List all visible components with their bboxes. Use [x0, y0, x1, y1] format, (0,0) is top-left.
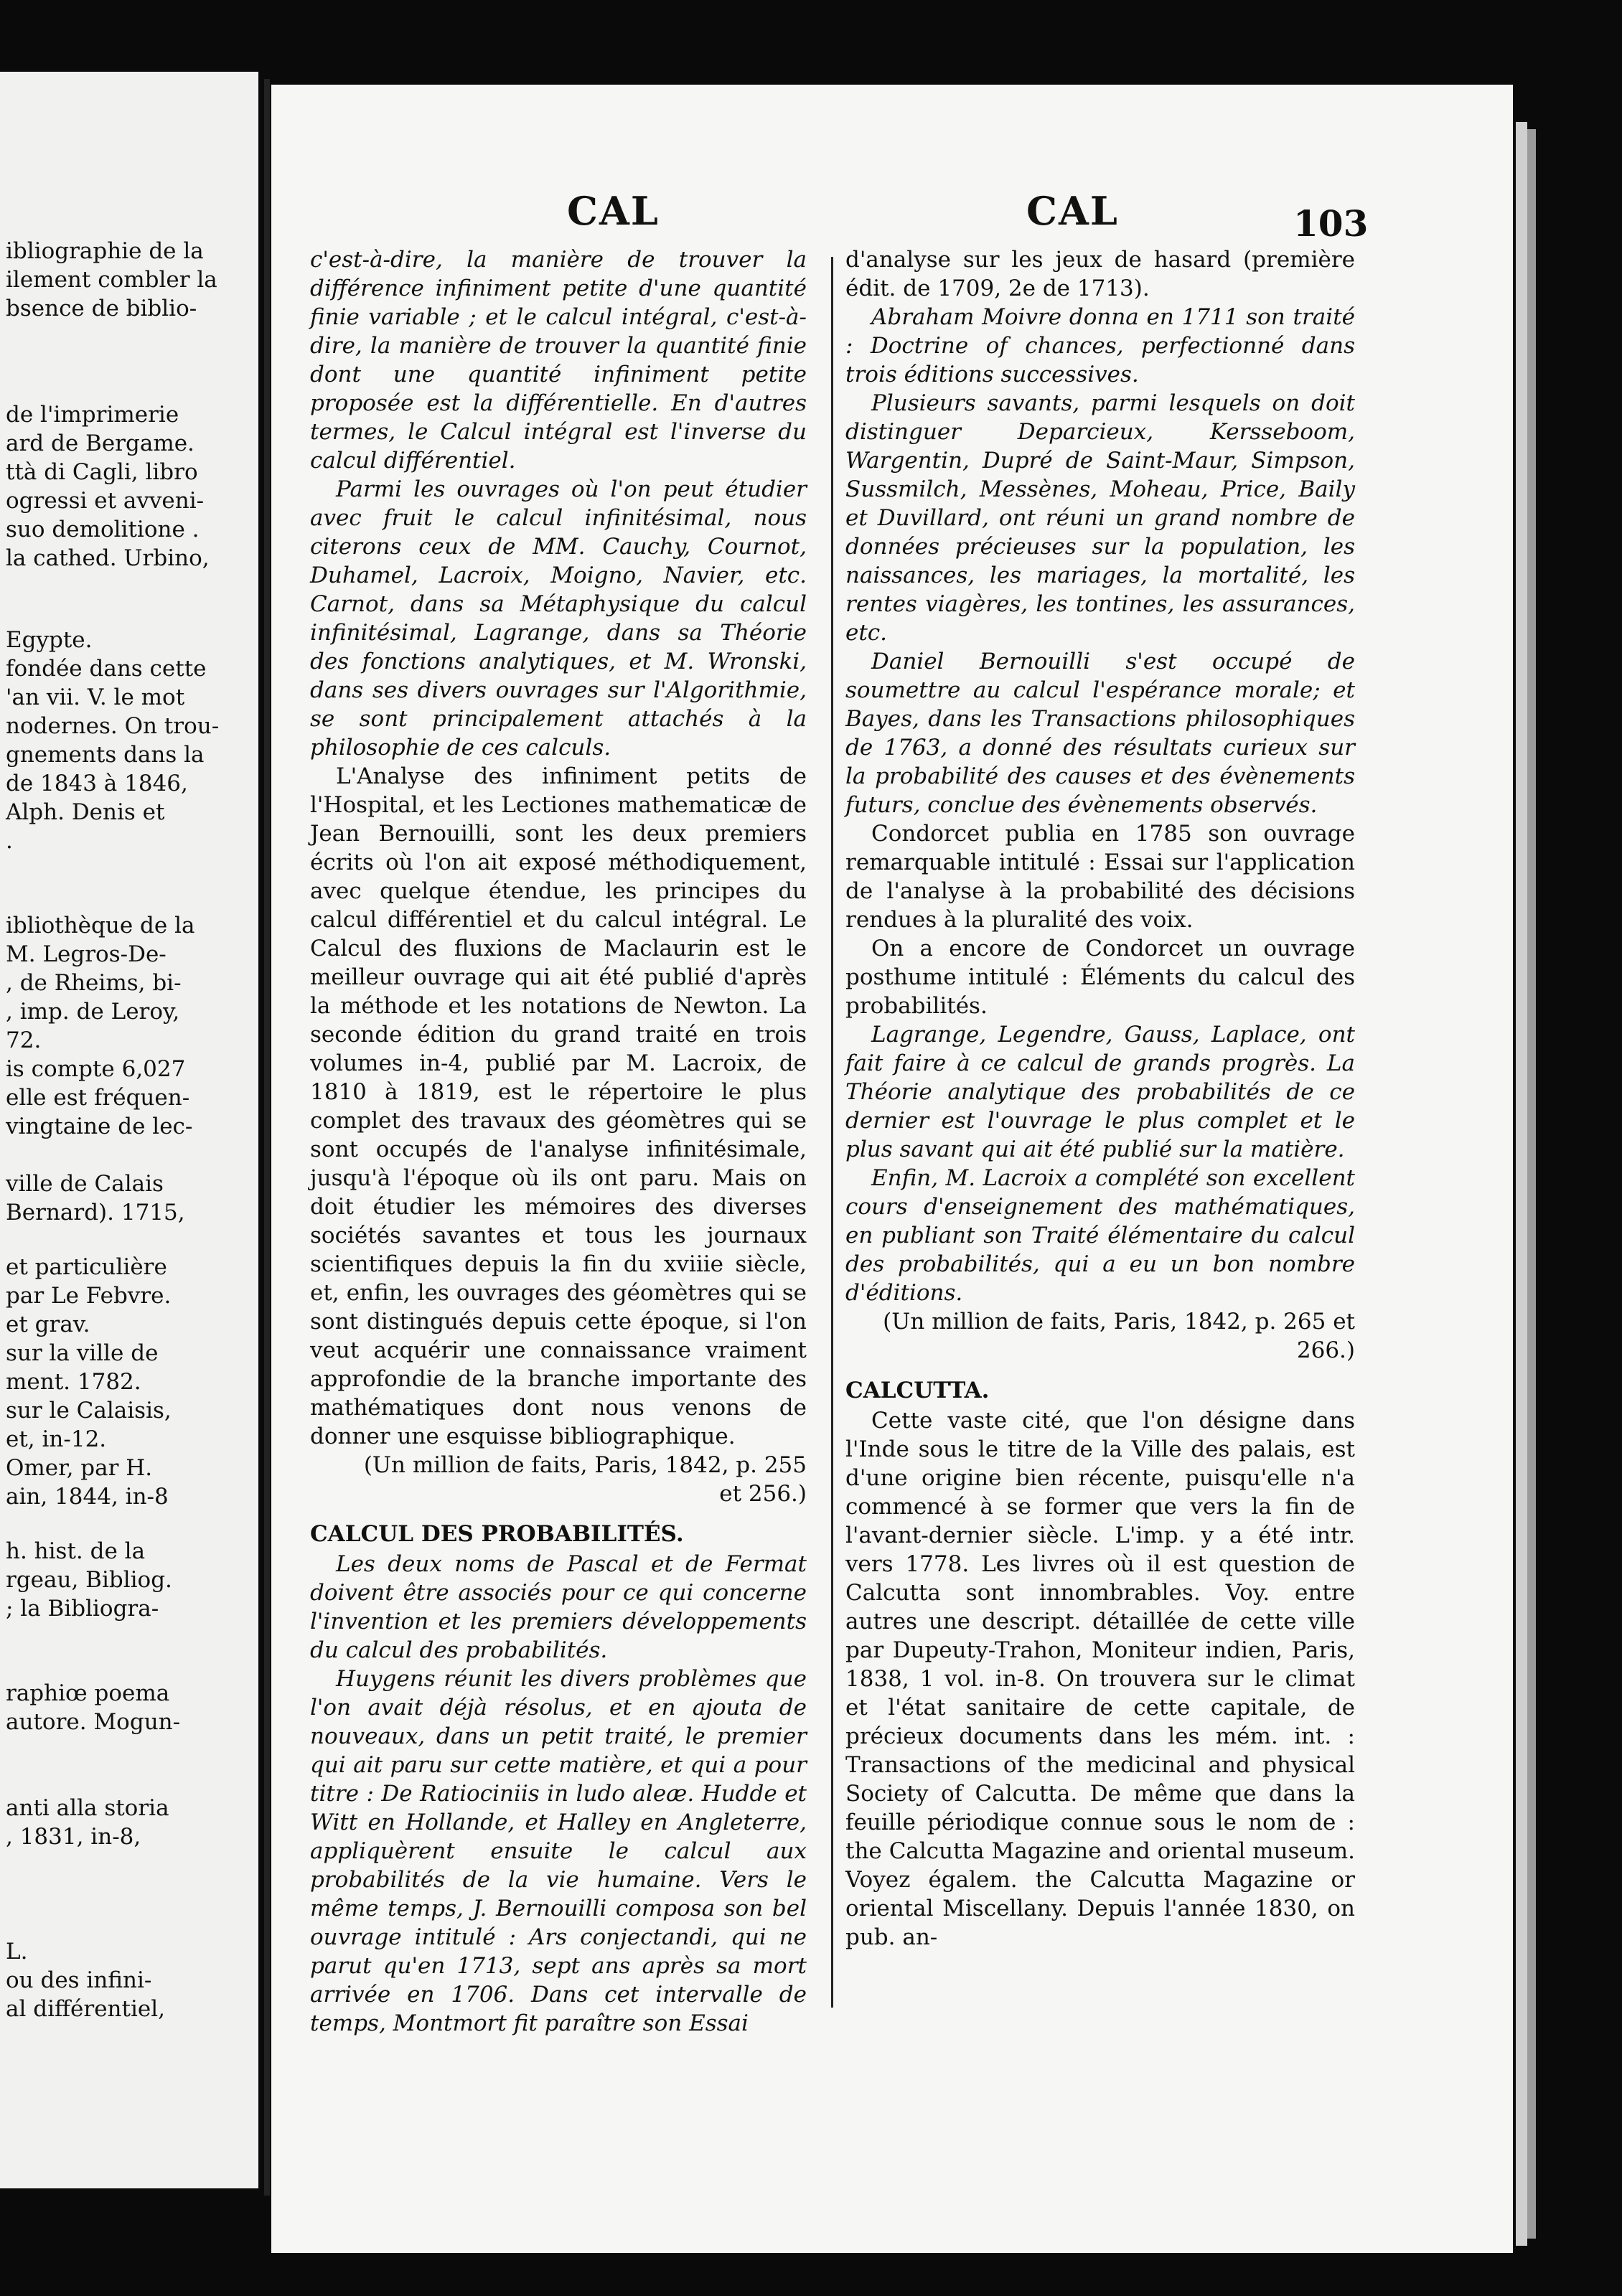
- left-page-fragment: [0, 72, 258, 2188]
- left-page-line: de 1843 à 1846,: [6, 771, 188, 796]
- left-page-line: ibliographie de la: [6, 238, 204, 264]
- text-column-1: [310, 245, 807, 2038]
- left-page-line: ilement combler la: [6, 267, 217, 293]
- left-page-line: al différentiel,: [6, 1996, 165, 2022]
- left-page-line: Egypte.: [6, 627, 93, 653]
- paragraph: Abraham Moivre donna en 1711 son traité : Doctrine of chances, perfectionné dans trois éditions successives.: [845, 304, 1355, 387]
- left-page-line: gnements dans la: [6, 742, 205, 768]
- left-page-line: , de Rheims, bi-: [6, 970, 182, 996]
- paragraph: Enfin, M. Lacroix a complété son excellent cours d'enseignement des mathématiques, en publiant son Traité élémentaire du calcul des probabilités, qui a eu un bon nombre d'éditions.: [845, 1165, 1355, 1306]
- paragraph: c'est-à-dire, la manière de trouver la différence infiniment petite d'une quantité finie variable ; et le calcul intégral, c'est-à-dire, la manière de trouver la quantité finie dont une quantité infiniment petite proposée est la différentielle. En d'autres termes, le Calcul intégral est l'inverse du calcul différentiel.: [310, 247, 807, 474]
- left-page-line: vingtaine de lec-: [6, 1114, 193, 1139]
- left-page-line: ment. 1782.: [6, 1369, 141, 1395]
- paragraph: Daniel Bernouilli s'est occupé de soumettre au calcul l'espérance morale; et Bayes, dans les Transactions philosophiques de 1763, a donné des résultats curieux sur la probabilité des causes et des évènements futurs, conclue des évènements observés.: [845, 649, 1355, 818]
- left-page-line: suo demolitione .: [6, 517, 200, 542]
- running-header-right: CAL: [1026, 188, 1119, 234]
- left-page-line: anti alla storia: [6, 1795, 169, 1821]
- left-page-line: fondée dans cette: [6, 656, 207, 682]
- paragraph: Plusieurs savants, parmi lesquels on doit distinguer Deparcieux, Kersseboom, Wargentin, Dupré de Saint-Maur, Simpson, Sussmilch, Messènes, Moheau, Price, Baily et Duvillard, ont réuni un grand nombre de données précieuses sur la population, les naissances, les mariages, la mortalité, les rentes viagères, les tontines, les assurances, etc.: [845, 390, 1355, 646]
- left-page-line: , 1831, in-8,: [6, 1824, 141, 1850]
- left-page-line: elle est fréquen-: [6, 1085, 190, 1111]
- left-page-line: ain, 1844, in-8: [6, 1484, 169, 1510]
- paragraph: On a encore de Condorcet un ouvrage posthume intitulé : Éléments du calcul des probabilités.: [845, 936, 1355, 1019]
- left-page-line: raphiœ poema: [6, 1680, 170, 1706]
- left-page-line: et, in-12.: [6, 1426, 107, 1452]
- left-page-line: L.: [6, 1939, 28, 1965]
- left-page-line: 72.: [6, 1027, 42, 1053]
- left-page-line: Omer, par H.: [6, 1455, 153, 1481]
- left-page-line: Alph. Denis et: [6, 799, 165, 825]
- page-edge-shadow: [1527, 129, 1536, 2239]
- left-page-line: sur la ville de: [6, 1340, 159, 1366]
- left-page-line: de l'imprimerie: [6, 402, 179, 428]
- left-page-line: ibliothèque de la: [6, 913, 195, 938]
- text-column-2: [845, 245, 1355, 1952]
- paragraph: L'Analyse des infiniment petits de l'Hospital, et les Lectiones mathematicæ de Jean Bernouilli, sont les deux premiers écrits où l'on ait exposé méthodiquement, avec quelque étendue, les principes du calcul différentiel et du calcul intégral. Le Calcul des fluxions de Maclaurin est le meilleur ouvrage qui ait été publié d'après la méthode et les notations de Newton. La seconde édition du grand traité en trois volumes in-4, publié par M. Lacroix, de 1810 à 1819, est le répertoire le plus complet des travaux des géomètres qui se sont occupés de l'analyse infinitésimale, jusqu'à l'époque où ils ont paru. Mais on doit étudier les mémoires des diverses sociétés savantes et tous les journaux scientifiques depuis la fin du xviiie siècle, et, enfin, les ouvrages des géomètres qui se sont distingués depuis cette époque, si l'on veut acquérir une connaissance vraiment approfondie de la branche importante des mathématiques dont nous venons de donner une esquisse bibliographique.: [310, 763, 807, 1449]
- left-page-line: la cathed. Urbino,: [6, 545, 210, 571]
- left-page-line: Bernard). 1715,: [6, 1200, 185, 1225]
- left-page-line: ogressi et avveni-: [6, 488, 205, 514]
- left-page-line: sur le Calaisis,: [6, 1398, 172, 1424]
- left-page-line: , imp. de Leroy,: [6, 999, 180, 1025]
- left-page-line: .: [6, 828, 13, 854]
- left-page-line: nodernes. On trou-: [6, 713, 220, 739]
- paragraph: Condorcet publia en 1785 son ouvrage remarquable intitulé : Essai sur l'application de l'analyse à la probabilité des décisions rendues à la pluralité des voix.: [845, 821, 1355, 933]
- paragraph: Les deux noms de Pascal et de Fermat doivent être associés pour ce qui concerne l'invention et les premiers développements du calcul des probabilités.: [310, 1551, 807, 1663]
- running-header-left: CAL: [567, 188, 660, 234]
- left-page-line: M. Legros-De-: [6, 941, 167, 967]
- paragraph: (Un million de faits, Paris, 1842, p. 255 et 256.): [363, 1452, 807, 1507]
- left-page-line: ; la Bibliogra-: [6, 1596, 159, 1622]
- section-heading: CALCUL DES PROBABILITÉS.: [310, 1521, 684, 1547]
- column-rule: [831, 257, 833, 2008]
- left-page-line: h. hist. de la: [6, 1538, 146, 1564]
- paragraph: Lagrange, Legendre, Gauss, Laplace, ont fait faire à ce calcul de grands progrès. La Théorie analytique des probabilités de ce dernier est l'ouvrage le plus complet et le plus savant qui ait été publié sur la matière.: [845, 1022, 1355, 1162]
- page-gutter: [264, 79, 270, 2196]
- left-page-line: bsence de biblio-: [6, 296, 197, 321]
- left-page-line: et particulière: [6, 1254, 167, 1280]
- left-page-line: ou des infini-: [6, 1967, 152, 1993]
- left-page-line: rgeau, Bibliog.: [6, 1567, 172, 1593]
- left-page-line: is compte 6,027: [6, 1056, 186, 1082]
- paragraph: (Un million de faits, Paris, 1842, p. 265 et 266.): [883, 1309, 1355, 1363]
- left-page-line: autore. Mogun-: [6, 1709, 181, 1735]
- page-number: 103: [1293, 202, 1369, 245]
- left-page-line: et grav.: [6, 1312, 90, 1337]
- left-page-line: par Le Febvre.: [6, 1283, 172, 1309]
- page-edge: [1516, 122, 1527, 2246]
- left-page-line: ttà di Cagli, libro: [6, 459, 198, 485]
- paragraph: Cette vaste cité, que l'on désigne dans l'Inde sous le titre de la Ville des palais, est d'une origine bien récente, puisqu'elle n'a commencé à se former que vers la fin de l'avant-dernier siècle. L'imp. y a été intr. vers 1778. Les livres où il est question de Calcutta sont innombrables. Voy. entre autres une descript. détaillée de cette ville par Dupeuty-Trahon, Moniteur indien, Paris, 1838, 1 vol. in-8. On trouvera sur le climat et l'état sanitaire de cette capitale, de précieux documents dans les mém. int. : Transactions of the medicinal and physical Society of Calcutta. De même que dans la feuille périodique connue sous le nom de : the Calcutta Magazine and oriental museum. Voyez égalem. the Calcutta Magazine or oriental Miscellany. Depuis l'année 1830, on pub. an-: [845, 1408, 1355, 1950]
- paragraph: d'analyse sur les jeux de hasard (première édit. de 1709, 2e de 1713).: [845, 247, 1355, 301]
- section-heading: CALCUTTA.: [845, 1378, 990, 1403]
- left-page-line: 'an vii. V. le mot: [6, 684, 185, 710]
- paragraph: Huygens réunit les divers problèmes que l'on avait déjà résolus, et en ajouta de nouveaux, dans un petit traité, le premier qui ait paru sur cette matière, et qui a pour titre : De Ratiociniis in ludo aleæ. Hudde et Witt en Hollande, et Halley en Angleterre, appliquèrent ensuite le calcul aux probabilités de la vie humaine. Vers le même temps, J. Bernouilli composa son bel ouvrage intitulé : Ars conjectandi, qui ne parut qu'en 1713, sept ans après sa mort arrivée en 1706. Dans cet intervalle de temps, Montmort fit paraître son Essai: [310, 1666, 807, 2036]
- left-page-line: ard de Bergame.: [6, 430, 194, 456]
- left-page-line: ville de Calais: [6, 1171, 164, 1197]
- paragraph: Parmi les ouvrages où l'on peut étudier avec fruit le calcul infinitésimal, nous citerons ceux de MM. Cauchy, Cournot, Duhamel, Lacroix, Moigno, Navier, etc. Carnot, dans sa Métaphysique du calcul infinitésimal, Lagrange, dans sa Théorie des fonctions analytiques, et M. Wronski, dans ses divers ouvrages sur l'Algorithmie, se sont principalement attachés à la philosophie de ces calculs.: [310, 476, 807, 761]
